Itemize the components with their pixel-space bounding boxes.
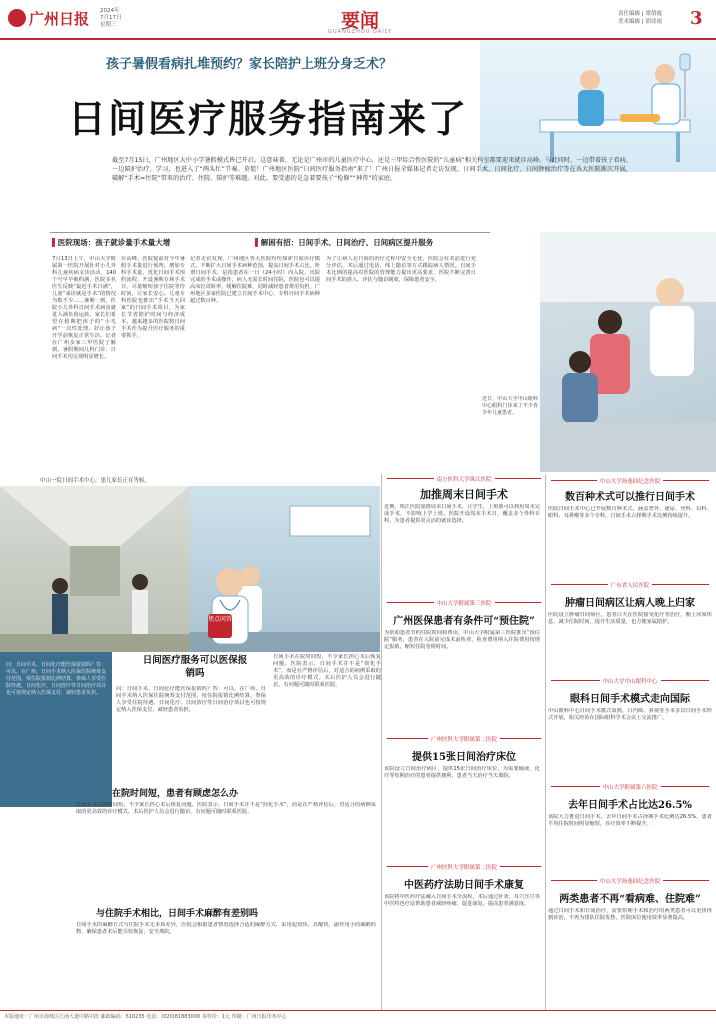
col3-text: 记者走访发现，广州地区各大医院纷纷探索日间诊疗模式，不断扩大日间手术病种范围，提高日间手术占比。所谓日间手术，是指患者在一日（24小时）内入院、出院完成的手术或操作，病人无需长时间住院，医院也可以提高床位周转率，缓解住院难，同时减轻患者费用负担。广州地区多家医院已建立日间手术中心，专科日间手术病种超过数百种。 <box>190 256 320 304</box>
q3-body: 日间手术的麻醉方式与住院手术无本质差异，医院会根据患者情况选择合适的麻醉方式，采用起效快、苏醒快、副作用小的麻醉药物，确保患者术后能尽快恢复，安全离院。 <box>76 922 376 935</box>
hospital-0-text: 近期，珠江医院加推周末日间手术，让学生、上班族可以利用周末完成手术，不影响上学上班。医院开设周末手术日，覆盖多个外科专科，为患者提供更灵活的就诊选择。 <box>384 504 540 524</box>
hospital-5-text: 医院设立肿瘤日间病区，患者白天在医院接受化疗等治疗，晚上回家休息，减少住院时间，提升生活质量，也方便家属陪护。 <box>548 612 712 625</box>
top-story-headline: 日间医疗服务指南来了 <box>68 96 469 141</box>
hospital-7-title: 去年日间手术占比达26.5% <box>568 800 692 811</box>
qa-panel <box>0 652 112 807</box>
q3-title: 与住院手术相比，日间手术麻醉有差别吗 <box>96 909 259 919</box>
hospital-1-title: 广州医保患者有条件可“预住院” <box>393 616 535 627</box>
label-marker-icon: ▌ <box>52 238 58 247</box>
hospital-5-name: 广东省人民医院 <box>548 580 712 589</box>
hospital-3-name: 广州医科大学附属第二医院 <box>384 862 544 871</box>
section-title: 要闻 <box>340 10 379 32</box>
section-sub: GUANGZHOU DAILY <box>328 29 392 35</box>
hospital-8-title: 两类患者不再“看病难、住院难” <box>559 894 701 905</box>
hospital-8-name: 中山大学孙逸仙纪念医院 <box>548 876 712 885</box>
clinic-photo <box>540 232 716 472</box>
photo-caption-2: 中山一院日间手术中心，患儿家长正在等候。 <box>40 478 151 484</box>
hospital-5-title: 肿瘤日间病区让病人晚上归家 <box>565 598 695 609</box>
lead-divider <box>50 232 490 233</box>
hospital-4-text: 医院日间手术中心已开展数百种术式，涵盖普外、泌尿、骨科、妇科、眼科、耳鼻喉等多个专科，日间手术占择期手术比例持续提升。 <box>548 506 712 519</box>
col2-text: 诊高峰。医院提前对今年暑假手术量进行预判，增加专科手术量，优化日间手术预约流程，开设暑期专场手术日，尽量缩短孩子住院等待时间，让家长安心。儿童专科医院也推出“手术当天回家”的日间手术项目，为家长节省陪护时间与经济成本。越来越多的医院将日间手术作为提升医疗服务的重要抓手。 <box>121 256 185 339</box>
masthead <box>0 0 716 40</box>
hospital-0-title: 加推周末日间手术 <box>420 488 508 501</box>
hospital-1-text: 为帮助患者节约住院时间和费用，中山大学附属第三医院推出“预住院”服务，患者在入院前完成术前检查，检查费用纳入住院费用按规定报销，缩短住院等候时间。 <box>384 630 540 650</box>
top-story-lead: 截至7月15日，广州地区大中小学暑假模式皆已开启。这意味着，无论是广州市的儿童医疗中心，还是三甲综合性医院的“儿童病”相关科室都要迎来就诊高峰。与此同时，一边带着孩子看病、一边陪护治疗、学习，也进入了“两头忙”节奏。莫慌！广州地区医院“日间医疗服务指南”来了！广州日报全媒体记者走访发现，日间手术、日间化疗、日间肿瘤治疗等在各大医院渐次开展，破解“手术=住院”带来的治疗、住院、陪护等难题。对此，要受惠的是急着要孩子“检修”“神兽”的家庭。 <box>112 157 632 182</box>
hospital-2-text: 该院设立日间治疗病区，提供15张日间治疗床位，为需要输液、化疗等短期治疗的患者提供便利，患者当天治疗当天离院。 <box>384 766 540 779</box>
footer-text: 本版地址：广州市海珠区江南大道中路中段 邮政编码：510235 电话：(020)81883000 零售价：1元 印刷：广州日报印务中心 <box>4 1014 287 1020</box>
hospital-6-title: 眼科日间手术模式走向国际 <box>570 694 690 705</box>
hospital-7-text: 该院大力推进日间手术，去年日间手术占择期手术比例达26.5%，患者平均住院时间明显缩短，诊疗效率不断提升。 <box>548 814 712 827</box>
qa-body-right: 日间手术在院时间短，不少家长担心术后恢复问题。医院表示，日间手术并不是“简化手术”，而是在严格评估后，对适合的病例采取的更高效的诊疗模式。术后医护人员会进行随访，有问题可随时联系医院。 <box>273 654 381 688</box>
qa-title: 日间医疗服务可以医保报销吗 <box>142 655 248 679</box>
q2-body: 日间手术在院时间短，不少家长担心术后恢复问题。医院表示，日间手术并不是“简化手术”，而是在严格评估后，对适合的病例采取的更高效的诊疗模式。术后医护人员会进行随访，有问题可随时联系医院。 <box>76 802 376 815</box>
col3-label: ▌解困有招：日间手术、日间治疗、日间病区提升服务 <box>255 238 434 247</box>
hospital-4-name: 中山大学孙逸仙纪念医院 <box>548 476 712 485</box>
issue-date: 2024年 7月17日 星期三 <box>100 8 122 28</box>
hospital-3-text: 该院将中医药疗法融入日间手术全流程，术后通过针灸、耳穴压豆等中医特色疗法帮助患者减轻疼痛、促进康复，提高患者满意度。 <box>384 894 540 907</box>
logo-icon <box>8 9 26 27</box>
qa-badge: 焦点问答 <box>208 614 232 638</box>
hospital-0-name: 南方医科大学珠江医院 <box>384 474 544 483</box>
corridor-photo <box>0 486 190 652</box>
page-number: 3 <box>690 8 703 29</box>
hospital-1-name: 中山大学附属第三医院 <box>384 598 544 607</box>
editor-credits: 责任编辑 | 梁倩霞 美术编辑 | 胡诗雨 <box>618 11 662 25</box>
hospital-2-name: 广州医科大学附属第二医院 <box>384 734 544 743</box>
col4-text: 为了让病人在日间的治疗过程中安全无忧，医院会在术前进行充分评估，术后通过电话、线上随访等方式跟踪病人情况。日间手术比例的提高对医院的管理能力提出更高要求，医院不断完善日间手术的准入、评估与随访制度，保障患者安全。 <box>326 256 476 283</box>
hospital-7-name: 中山大学附属第六医院 <box>548 782 712 791</box>
hero-illustration <box>480 40 716 172</box>
footer-rule <box>0 1010 716 1011</box>
photo-caption-1: 近日，中山大学中山眼科中心眼科门诊来了不少青少年儿童患者。 <box>482 396 538 416</box>
column-divider <box>545 474 546 1010</box>
label-marker-icon: ▌ <box>255 238 261 247</box>
qa-panel-text: 问：日间手术、日间化疗能医保报销吗？答：可以。在广州，日间手术纳入医保住院统筹支付范围，按住院报销比例结算，参保人享受住院待遇。日间化疗、日间放疗等日间治疗项目也可按规定纳入医保支付，减轻患者负担。 <box>6 662 107 696</box>
hospital-6-text: 中山眼科中心日间手术模式成熟，白内障、斜视等手术多以日间手术形式开展，相关经验在国际眼科学术会议上交流推广。 <box>548 708 712 721</box>
logo-text: 广州日报 <box>29 9 90 28</box>
newspaper-logo <box>8 6 96 30</box>
col1-label: ▌医院现场：孩子就诊量手术量大增 <box>52 238 171 247</box>
hospital-4-title: 数百种术式可以推行日间手术 <box>565 492 695 503</box>
column-divider <box>381 474 382 1010</box>
hospital-2-title: 提供15张日间治疗床位 <box>412 752 516 763</box>
q2-title: 在院时间短，患者有顾虑怎么办 <box>112 789 239 799</box>
hospital-8-text: 通过日间手术和日间治疗，需要短期手术和治疗的两类患者可以更快得到诊治，不再为排队住院发愁，医院床位使用效率显著提高。 <box>548 908 712 921</box>
hospital-3-title: 中医药疗法助日间手术康复 <box>404 880 524 891</box>
qa-body-left: 问：日间手术、日间化疗能医保报销吗？答：可以。在广州，日间手术纳入医保住院统筹支付范围，按住院报销比例结算，参保人享受住院待遇。日间化疗、日间放疗等日间治疗项目也可按规定纳入医保支付，减轻患者负担。 <box>116 686 266 713</box>
top-story-kicker: 孩子暑假看病扎堆预约？家长陪护上班分身乏术？ <box>106 57 393 72</box>
hospital-6-name: 中山大学中山眼科中心 <box>548 676 712 685</box>
col1-text: 7月13日上午，中山大学附属第一医院开展针对小儿外科儿童疾病义诊活动，140个号早早被约满，医院多名医生反映“最近手术日满”，儿童“来诊就是手术”的情况为数不少……暑期一到，医院小儿外科日间手术病房就进入满负荷运转，家长们希望在假期把孩子的“小毛病”一次性处理，好让孩子开学前恢复正常生活。记者在广州多家三甲医院了解到，暑假期间儿科门诊、日间手术均呈现明显增长。 <box>52 256 116 360</box>
